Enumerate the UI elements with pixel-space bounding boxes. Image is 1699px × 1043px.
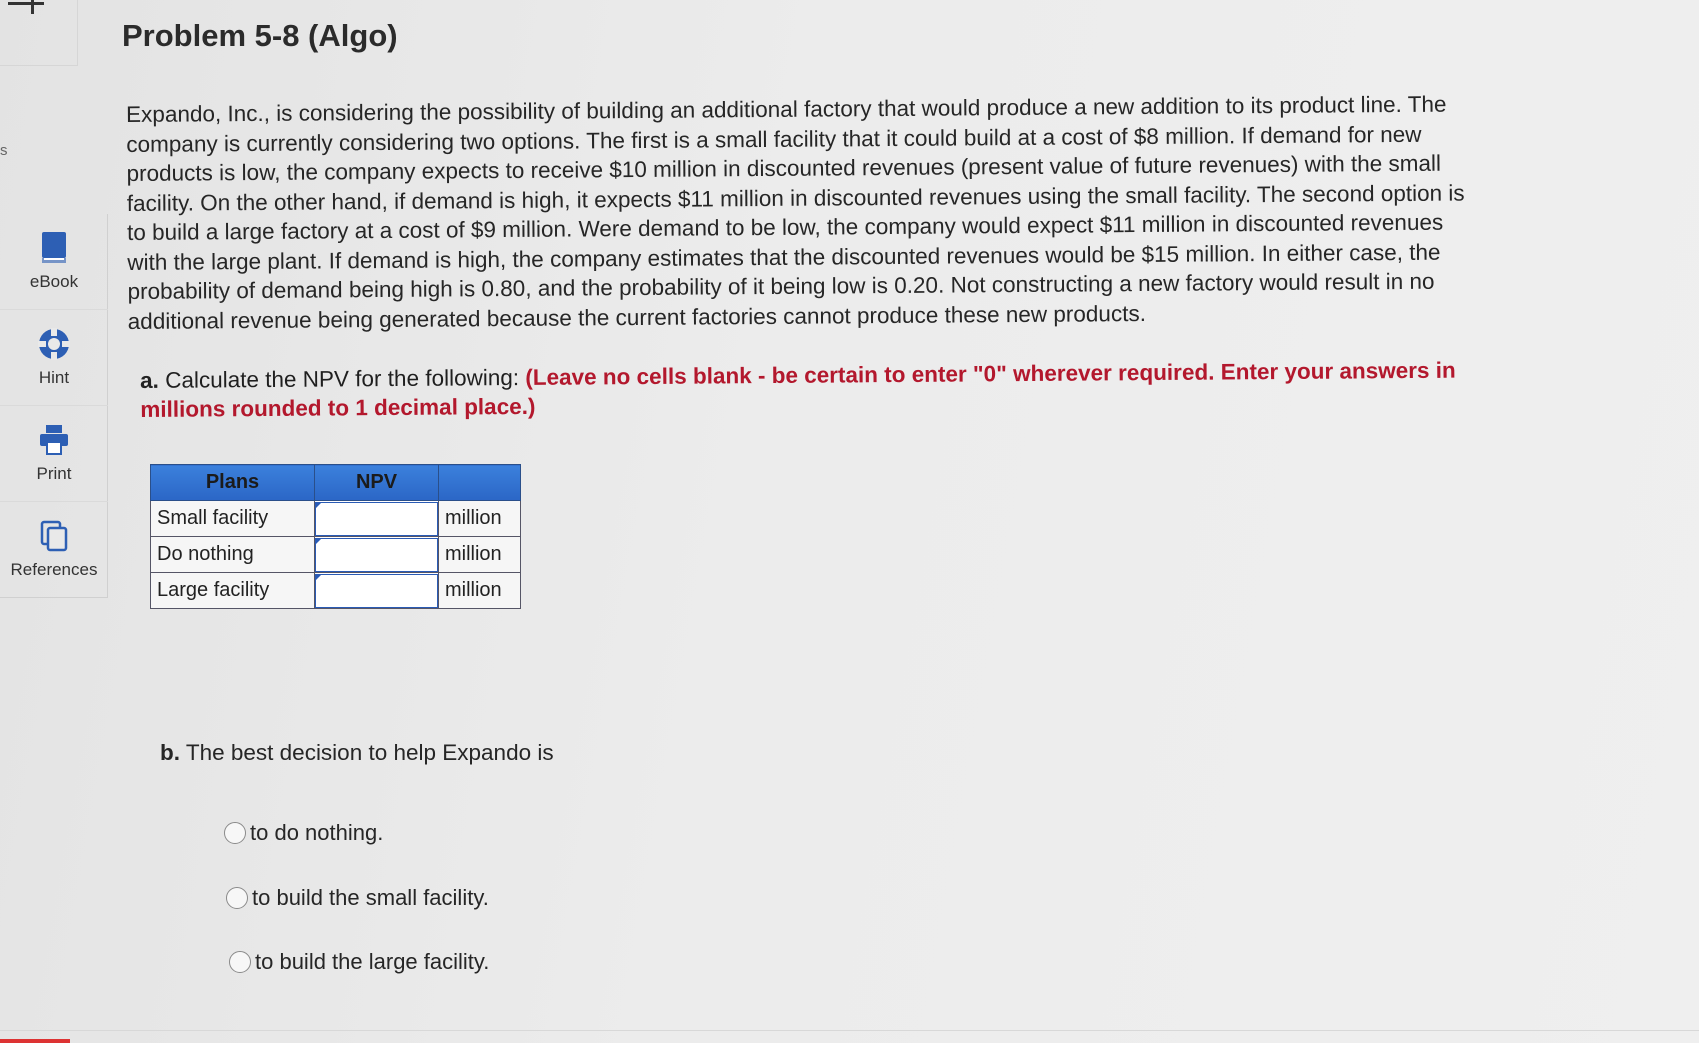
unit-cell: million — [439, 537, 521, 573]
problem-line: additional revenue being generated because the current factories cannot produce these new products. — [127, 300, 1146, 334]
npv-input-small-facility[interactable] — [315, 502, 438, 536]
option-small-facility[interactable] — [226, 885, 489, 911]
radio-button[interactable] — [226, 887, 248, 909]
npv-input-large-facility[interactable] — [315, 574, 438, 608]
tools-sidebar — [0, 0, 108, 1043]
table-row — [151, 573, 521, 609]
column-header-npv: NPV — [315, 465, 439, 501]
npv-input-cell[interactable] — [315, 501, 439, 537]
question-b — [160, 740, 554, 766]
option-label: to build the small facility. — [252, 885, 489, 910]
plus-icon[interactable] — [8, 0, 44, 16]
npv-input-cell[interactable] — [315, 537, 439, 573]
input-marker-icon — [316, 502, 322, 508]
table-row — [151, 501, 521, 537]
table-row — [151, 537, 521, 573]
plan-name-cell: Large facility — [151, 573, 315, 609]
ebook-label: eBook — [29, 272, 79, 291]
question-a-letter: a. — [140, 367, 159, 393]
unit-cell: million — [439, 501, 521, 537]
question-a-instruction: (Leave no cells blank - be certain to enter "0" wherever required. Enter your answers in — [525, 357, 1456, 390]
divider — [0, 1030, 1699, 1031]
column-header-plans: Plans — [151, 465, 315, 501]
references-label: References — [10, 560, 98, 579]
option-do-nothing[interactable] — [224, 820, 383, 846]
add-panel[interactable] — [0, 0, 78, 66]
input-marker-icon — [316, 574, 322, 580]
option-label: to build the large facility. — [255, 949, 490, 974]
book-icon — [36, 230, 72, 266]
hint-label: Hint — [38, 368, 70, 387]
radio-button[interactable] — [224, 822, 246, 844]
question-b-prompt: The best decision to help Expando is — [185, 740, 554, 765]
table-header-row — [151, 465, 521, 501]
tool-list — [0, 214, 108, 598]
progress-marker — [0, 1039, 70, 1043]
plan-name-cell: Do nothing — [151, 537, 315, 573]
printer-icon — [36, 422, 72, 458]
references-button[interactable] — [0, 502, 108, 598]
ebook-button[interactable] — [0, 214, 108, 310]
hint-button[interactable] — [0, 310, 108, 406]
problem-line: facility. On the other hand, if demand is high, it expects $11 million in discounted revenues using the small facility. The second option is — [126, 179, 1465, 216]
option-large-facility[interactable] — [229, 949, 489, 975]
npv-table — [150, 464, 521, 609]
npv-input-do-nothing[interactable] — [315, 538, 438, 572]
print-label: Print — [36, 464, 72, 483]
documents-icon — [36, 518, 72, 554]
option-label: to do nothing. — [250, 820, 384, 845]
lifebuoy-icon — [36, 326, 72, 362]
question-a — [140, 356, 1456, 424]
problem-line: products is low, the company expects to receive $10 million in discounted revenues (present value of future revenues) with the small — [126, 150, 1442, 186]
sidebar-fragment-text: s — [0, 142, 8, 159]
print-button[interactable] — [0, 406, 108, 502]
problem-statement — [126, 88, 1628, 336]
question-a-instruction-cont: millions rounded to 1 decimal place.) — [140, 393, 536, 422]
input-marker-icon — [316, 538, 322, 544]
problem-line: probability of demand being high is 0.80, and the probability of it being low is 0.20. Not constructing a new factory would result in no — [127, 268, 1435, 304]
page-title: Problem 5-8 (Algo) — [122, 18, 398, 53]
problem-line: company is currently considering two options. The first is a small facility that it could build at a cost of $8 million. If demand for new — [126, 121, 1422, 157]
problem-line: Expando, Inc., is considering the possibility of building an additional factory that would produce a new addition to its product line. The — [126, 91, 1447, 127]
plan-name-cell: Small facility — [151, 501, 315, 537]
problem-line: to build a large factory at a cost of $9 million. Were demand to be low, the company would expect $11 million in discounted revenues — [126, 209, 1444, 245]
unit-cell: million — [439, 573, 521, 609]
column-header-unit — [439, 465, 521, 501]
question-b-letter: b. — [160, 740, 180, 765]
question-a-prompt: Calculate the NPV for the following: — [165, 365, 520, 393]
radio-button[interactable] — [229, 951, 251, 973]
problem-line: with the large plant. If demand is high, the company estimates that the discounted revenues would be $15 million. In either case, the — [127, 239, 1441, 275]
npv-input-cell[interactable] — [315, 573, 439, 609]
